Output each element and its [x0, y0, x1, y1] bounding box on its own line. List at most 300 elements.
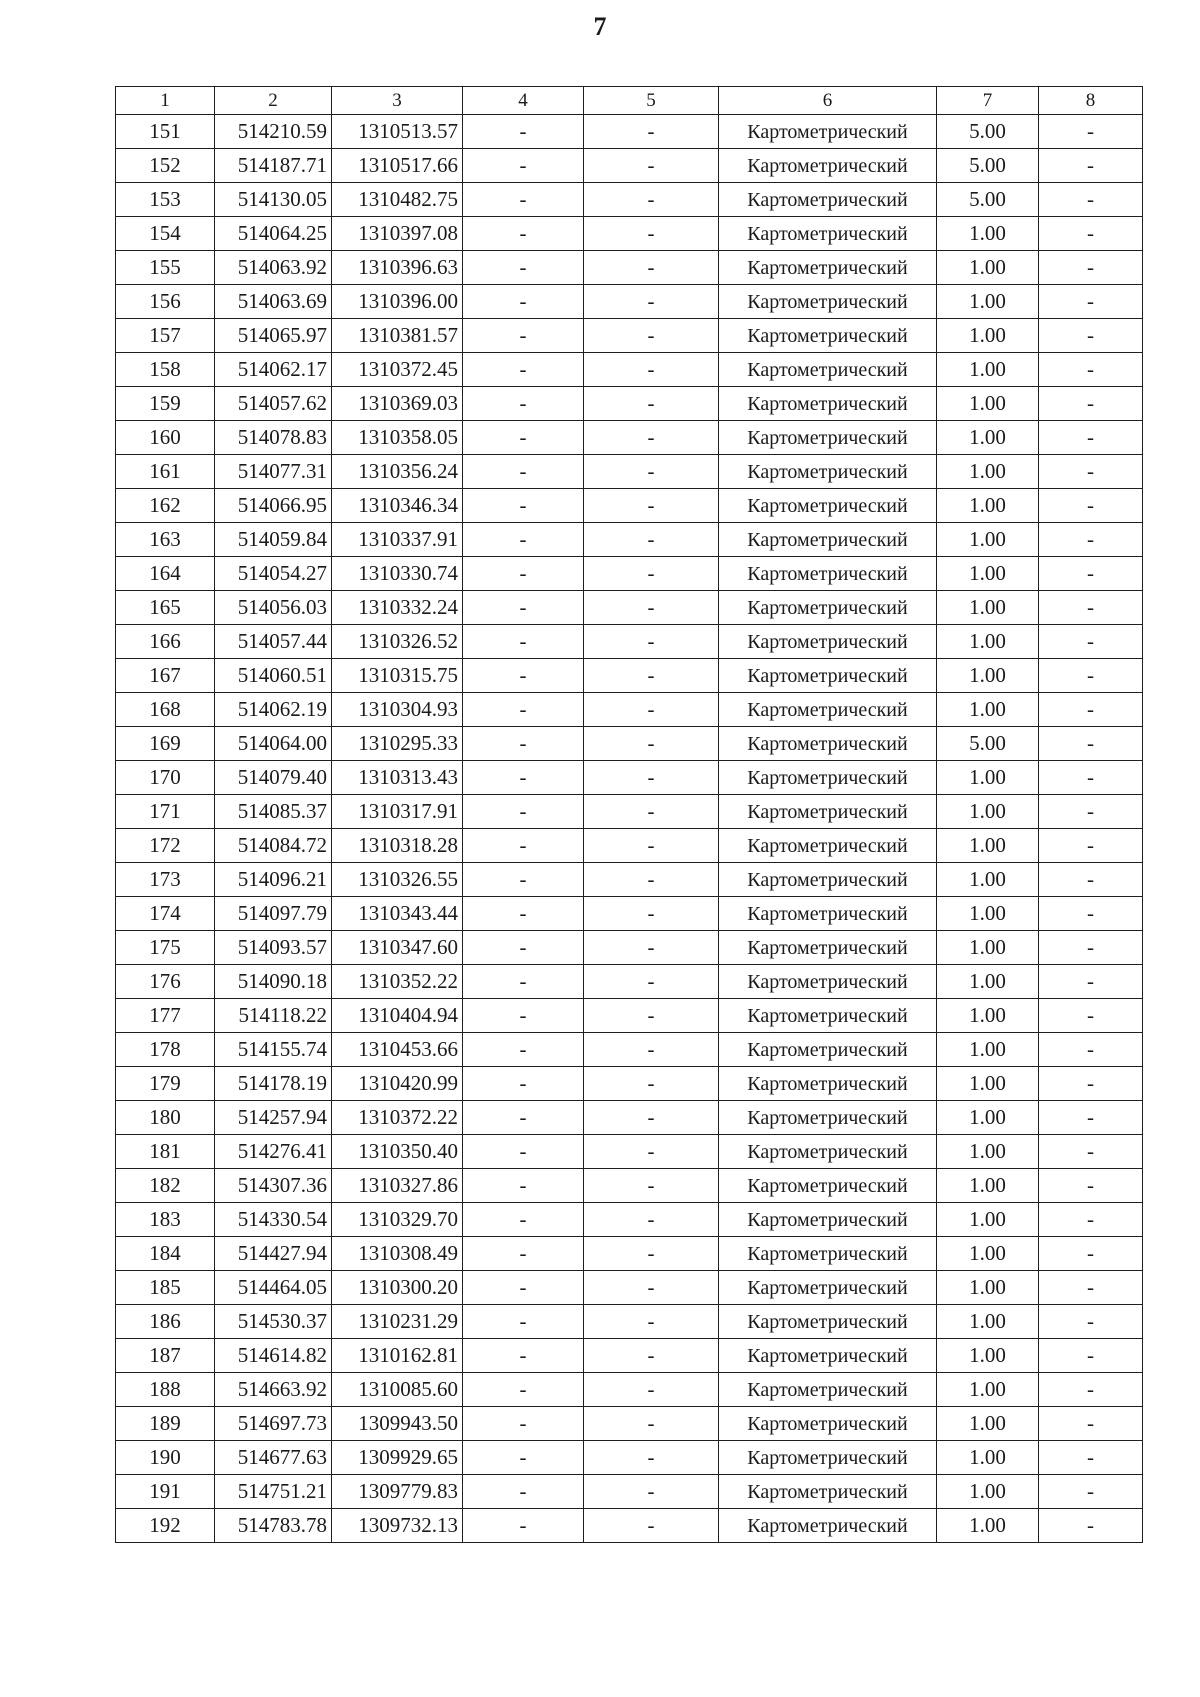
column-4-cell: - [463, 591, 584, 625]
table-row [116, 1305, 1143, 1339]
method-cell: Картометрический [719, 1203, 937, 1237]
accuracy-cell: 1.00 [937, 931, 1039, 965]
method-cell: Картометрический [719, 387, 937, 421]
column-5-cell: - [584, 727, 719, 761]
column-8-cell: - [1039, 659, 1143, 693]
accuracy-cell: 1.00 [937, 1305, 1039, 1339]
y-coordinate-cell: 1310317.91 [332, 795, 463, 829]
y-coordinate-cell: 1310358.05 [332, 421, 463, 455]
column-8-cell: - [1039, 1033, 1143, 1067]
point-number-cell: 184 [116, 1237, 215, 1271]
y-coordinate-cell: 1309779.83 [332, 1475, 463, 1509]
column-4-cell: - [463, 1067, 584, 1101]
accuracy-cell: 5.00 [937, 115, 1039, 149]
table-row [116, 1475, 1143, 1509]
x-coordinate-cell: 514062.17 [215, 353, 332, 387]
column-5-cell: - [584, 1271, 719, 1305]
point-number-cell: 176 [116, 965, 215, 999]
method-cell: Картометрический [719, 897, 937, 931]
page-number: 7 [593, 12, 607, 41]
y-coordinate-cell: 1310350.40 [332, 1135, 463, 1169]
column-5-cell: - [584, 251, 719, 285]
column-4-cell: - [463, 523, 584, 557]
x-coordinate-cell: 514783.78 [215, 1509, 332, 1543]
x-coordinate-cell: 514530.37 [215, 1305, 332, 1339]
point-number-cell: 152 [116, 149, 215, 183]
x-coordinate-cell: 514079.40 [215, 761, 332, 795]
column-8-cell: - [1039, 1135, 1143, 1169]
accuracy-cell: 1.00 [937, 591, 1039, 625]
table-row [116, 1441, 1143, 1475]
column-4-cell: - [463, 1033, 584, 1067]
column-5-cell: - [584, 625, 719, 659]
table-row [116, 829, 1143, 863]
point-number-cell: 157 [116, 319, 215, 353]
column-8-cell: - [1039, 1475, 1143, 1509]
column-5-cell: - [584, 965, 719, 999]
method-cell: Картометрический [719, 1237, 937, 1271]
y-coordinate-cell: 1309732.13 [332, 1509, 463, 1543]
method-cell: Картометрический [719, 319, 937, 353]
column-8-cell: - [1039, 1101, 1143, 1135]
column-header: 8 [1039, 87, 1143, 115]
y-coordinate-cell: 1310420.99 [332, 1067, 463, 1101]
column-5-cell: - [584, 1203, 719, 1237]
point-number-cell: 165 [116, 591, 215, 625]
x-coordinate-cell: 514078.83 [215, 421, 332, 455]
x-coordinate-cell: 514187.71 [215, 149, 332, 183]
point-number-cell: 178 [116, 1033, 215, 1067]
column-8-cell: - [1039, 625, 1143, 659]
x-coordinate-cell: 514085.37 [215, 795, 332, 829]
table-row [116, 999, 1143, 1033]
column-8-cell: - [1039, 455, 1143, 489]
accuracy-cell: 1.00 [937, 1033, 1039, 1067]
accuracy-cell: 1.00 [937, 319, 1039, 353]
y-coordinate-cell: 1310162.81 [332, 1339, 463, 1373]
y-coordinate-cell: 1310318.28 [332, 829, 463, 863]
column-4-cell: - [463, 1101, 584, 1135]
y-coordinate-cell: 1310352.22 [332, 965, 463, 999]
column-4-cell: - [463, 625, 584, 659]
point-number-cell: 160 [116, 421, 215, 455]
column-8-cell: - [1039, 489, 1143, 523]
point-number-cell: 185 [116, 1271, 215, 1305]
column-4-cell: - [463, 1135, 584, 1169]
column-5-cell: - [584, 387, 719, 421]
column-8-cell: - [1039, 183, 1143, 217]
column-5-cell: - [584, 1135, 719, 1169]
method-cell: Картометрический [719, 115, 937, 149]
accuracy-cell: 1.00 [937, 353, 1039, 387]
column-8-cell: - [1039, 251, 1143, 285]
method-cell: Картометрический [719, 455, 937, 489]
y-coordinate-cell: 1310347.60 [332, 931, 463, 965]
column-4-cell: - [463, 421, 584, 455]
column-5-cell: - [584, 557, 719, 591]
x-coordinate-cell: 514118.22 [215, 999, 332, 1033]
column-4-cell: - [463, 1441, 584, 1475]
table-row [116, 319, 1143, 353]
point-number-cell: 169 [116, 727, 215, 761]
point-number-cell: 186 [116, 1305, 215, 1339]
column-4-cell: - [463, 1509, 584, 1543]
accuracy-cell: 1.00 [937, 1101, 1039, 1135]
column-4-cell: - [463, 659, 584, 693]
column-4-cell: - [463, 1373, 584, 1407]
column-5-cell: - [584, 1339, 719, 1373]
column-8-cell: - [1039, 863, 1143, 897]
y-coordinate-cell: 1310513.57 [332, 115, 463, 149]
column-8-cell: - [1039, 931, 1143, 965]
y-coordinate-cell: 1310300.20 [332, 1271, 463, 1305]
x-coordinate-cell: 514054.27 [215, 557, 332, 591]
point-number-cell: 181 [116, 1135, 215, 1169]
table-row [116, 1033, 1143, 1067]
table-row [116, 591, 1143, 625]
x-coordinate-cell: 514064.25 [215, 217, 332, 251]
column-5-cell: - [584, 1067, 719, 1101]
point-number-cell: 174 [116, 897, 215, 931]
table-row [116, 761, 1143, 795]
method-cell: Картометрический [719, 1407, 937, 1441]
point-number-cell: 159 [116, 387, 215, 421]
y-coordinate-cell: 1310396.63 [332, 251, 463, 285]
column-header: 4 [463, 87, 584, 115]
method-cell: Картометрический [719, 1509, 937, 1543]
table-row [116, 353, 1143, 387]
column-8-cell: - [1039, 115, 1143, 149]
table-row [116, 1407, 1143, 1441]
x-coordinate-cell: 514063.69 [215, 285, 332, 319]
accuracy-cell: 1.00 [937, 693, 1039, 727]
point-number-cell: 166 [116, 625, 215, 659]
x-coordinate-cell: 514084.72 [215, 829, 332, 863]
column-8-cell: - [1039, 1169, 1143, 1203]
table-row [116, 659, 1143, 693]
y-coordinate-cell: 1310372.22 [332, 1101, 463, 1135]
method-cell: Картометрический [719, 1271, 937, 1305]
point-number-cell: 168 [116, 693, 215, 727]
point-number-cell: 154 [116, 217, 215, 251]
method-cell: Картометрический [719, 727, 937, 761]
column-5-cell: - [584, 1509, 719, 1543]
column-5-cell: - [584, 931, 719, 965]
method-cell: Картометрический [719, 1373, 937, 1407]
method-cell: Картометрический [719, 659, 937, 693]
y-coordinate-cell: 1310346.34 [332, 489, 463, 523]
column-8-cell: - [1039, 149, 1143, 183]
column-5-cell: - [584, 761, 719, 795]
x-coordinate-cell: 514056.03 [215, 591, 332, 625]
accuracy-cell: 1.00 [937, 1339, 1039, 1373]
column-5-cell: - [584, 591, 719, 625]
x-coordinate-cell: 514330.54 [215, 1203, 332, 1237]
point-number-cell: 173 [116, 863, 215, 897]
accuracy-cell: 1.00 [937, 455, 1039, 489]
x-coordinate-cell: 514077.31 [215, 455, 332, 489]
x-coordinate-cell: 514090.18 [215, 965, 332, 999]
y-coordinate-cell: 1310085.60 [332, 1373, 463, 1407]
column-8-cell: - [1039, 829, 1143, 863]
table-row [116, 625, 1143, 659]
accuracy-cell: 5.00 [937, 183, 1039, 217]
table-row [116, 557, 1143, 591]
table-row [116, 523, 1143, 557]
column-5-cell: - [584, 897, 719, 931]
point-number-cell: 158 [116, 353, 215, 387]
coordinates-table [115, 86, 1143, 1543]
column-5-cell: - [584, 1441, 719, 1475]
x-coordinate-cell: 514307.36 [215, 1169, 332, 1203]
table-row [116, 931, 1143, 965]
table-row [116, 1203, 1143, 1237]
y-coordinate-cell: 1310453.66 [332, 1033, 463, 1067]
y-coordinate-cell: 1310381.57 [332, 319, 463, 353]
point-number-cell: 183 [116, 1203, 215, 1237]
column-4-cell: - [463, 285, 584, 319]
point-number-cell: 162 [116, 489, 215, 523]
table-row [116, 1271, 1143, 1305]
column-4-cell: - [463, 999, 584, 1033]
accuracy-cell: 1.00 [937, 897, 1039, 931]
column-4-cell: - [463, 727, 584, 761]
column-8-cell: - [1039, 1339, 1143, 1373]
column-4-cell: - [463, 931, 584, 965]
table-row [116, 1339, 1143, 1373]
column-8-cell: - [1039, 1237, 1143, 1271]
method-cell: Картометрический [719, 353, 937, 387]
y-coordinate-cell: 1310329.70 [332, 1203, 463, 1237]
accuracy-cell: 1.00 [937, 285, 1039, 319]
table-row [116, 149, 1143, 183]
y-coordinate-cell: 1310369.03 [332, 387, 463, 421]
method-cell: Картометрический [719, 965, 937, 999]
column-5-cell: - [584, 319, 719, 353]
table-row [116, 863, 1143, 897]
table-row [116, 693, 1143, 727]
accuracy-cell: 1.00 [937, 251, 1039, 285]
accuracy-cell: 1.00 [937, 557, 1039, 591]
column-8-cell: - [1039, 897, 1143, 931]
column-4-cell: - [463, 1169, 584, 1203]
method-cell: Картометрический [719, 217, 937, 251]
column-4-cell: - [463, 863, 584, 897]
accuracy-cell: 1.00 [937, 1271, 1039, 1305]
x-coordinate-cell: 514178.19 [215, 1067, 332, 1101]
table-row [116, 285, 1143, 319]
column-8-cell: - [1039, 387, 1143, 421]
y-coordinate-cell: 1310330.74 [332, 557, 463, 591]
column-4-cell: - [463, 1305, 584, 1339]
y-coordinate-cell: 1309943.50 [332, 1407, 463, 1441]
table-row [116, 795, 1143, 829]
column-5-cell: - [584, 183, 719, 217]
column-4-cell: - [463, 557, 584, 591]
column-4-cell: - [463, 1475, 584, 1509]
column-8-cell: - [1039, 727, 1143, 761]
accuracy-cell: 1.00 [937, 795, 1039, 829]
point-number-cell: 179 [116, 1067, 215, 1101]
column-5-cell: - [584, 1033, 719, 1067]
accuracy-cell: 1.00 [937, 863, 1039, 897]
method-cell: Картометрический [719, 1101, 937, 1135]
column-5-cell: - [584, 217, 719, 251]
column-4-cell: - [463, 693, 584, 727]
column-5-cell: - [584, 1305, 719, 1339]
accuracy-cell: 1.00 [937, 1067, 1039, 1101]
column-5-cell: - [584, 1169, 719, 1203]
x-coordinate-cell: 514751.21 [215, 1475, 332, 1509]
y-coordinate-cell: 1310231.29 [332, 1305, 463, 1339]
point-number-cell: 171 [116, 795, 215, 829]
accuracy-cell: 1.00 [937, 421, 1039, 455]
point-number-cell: 163 [116, 523, 215, 557]
column-4-cell: - [463, 1203, 584, 1237]
x-coordinate-cell: 514060.51 [215, 659, 332, 693]
accuracy-cell: 1.00 [937, 659, 1039, 693]
point-number-cell: 175 [116, 931, 215, 965]
column-header: 5 [584, 87, 719, 115]
y-coordinate-cell: 1310356.24 [332, 455, 463, 489]
accuracy-cell: 1.00 [937, 387, 1039, 421]
x-coordinate-cell: 514427.94 [215, 1237, 332, 1271]
method-cell: Картометрический [719, 489, 937, 523]
column-5-cell: - [584, 693, 719, 727]
table-row [116, 217, 1143, 251]
x-coordinate-cell: 514210.59 [215, 115, 332, 149]
method-cell: Картометрический [719, 1305, 937, 1339]
column-8-cell: - [1039, 1509, 1143, 1543]
column-5-cell: - [584, 421, 719, 455]
y-coordinate-cell: 1310308.49 [332, 1237, 463, 1271]
column-8-cell: - [1039, 761, 1143, 795]
accuracy-cell: 5.00 [937, 727, 1039, 761]
column-5-cell: - [584, 353, 719, 387]
x-coordinate-cell: 514062.19 [215, 693, 332, 727]
method-cell: Картометрический [719, 795, 937, 829]
point-number-cell: 190 [116, 1441, 215, 1475]
y-coordinate-cell: 1310343.44 [332, 897, 463, 931]
x-coordinate-cell: 514097.79 [215, 897, 332, 931]
column-5-cell: - [584, 863, 719, 897]
column-8-cell: - [1039, 523, 1143, 557]
column-4-cell: - [463, 217, 584, 251]
table-row [116, 1135, 1143, 1169]
column-4-cell: - [463, 795, 584, 829]
table-row [116, 727, 1143, 761]
x-coordinate-cell: 514057.62 [215, 387, 332, 421]
point-number-cell: 188 [116, 1373, 215, 1407]
y-coordinate-cell: 1310295.33 [332, 727, 463, 761]
accuracy-cell: 1.00 [937, 965, 1039, 999]
x-coordinate-cell: 514130.05 [215, 183, 332, 217]
method-cell: Картометрический [719, 251, 937, 285]
accuracy-cell: 1.00 [937, 217, 1039, 251]
column-4-cell: - [463, 251, 584, 285]
y-coordinate-cell: 1310404.94 [332, 999, 463, 1033]
table-row [116, 1237, 1143, 1271]
column-8-cell: - [1039, 693, 1143, 727]
accuracy-cell: 1.00 [937, 999, 1039, 1033]
x-coordinate-cell: 514677.63 [215, 1441, 332, 1475]
column-4-cell: - [463, 489, 584, 523]
x-coordinate-cell: 514065.97 [215, 319, 332, 353]
x-coordinate-cell: 514093.57 [215, 931, 332, 965]
method-cell: Картометрический [719, 1067, 937, 1101]
method-cell: Картометрический [719, 591, 937, 625]
method-cell: Картометрический [719, 557, 937, 591]
column-4-cell: - [463, 829, 584, 863]
column-5-cell: - [584, 115, 719, 149]
point-number-cell: 151 [116, 115, 215, 149]
column-8-cell: - [1039, 353, 1143, 387]
column-8-cell: - [1039, 1407, 1143, 1441]
column-5-cell: - [584, 523, 719, 557]
accuracy-cell: 1.00 [937, 1203, 1039, 1237]
accuracy-cell: 1.00 [937, 1441, 1039, 1475]
accuracy-cell: 1.00 [937, 1475, 1039, 1509]
y-coordinate-cell: 1310517.66 [332, 149, 463, 183]
column-4-cell: - [463, 149, 584, 183]
method-cell: Картометрический [719, 183, 937, 217]
y-coordinate-cell: 1310482.75 [332, 183, 463, 217]
column-header: 6 [719, 87, 937, 115]
point-number-cell: 189 [116, 1407, 215, 1441]
column-5-cell: - [584, 659, 719, 693]
method-cell: Картометрический [719, 1441, 937, 1475]
column-5-cell: - [584, 1407, 719, 1441]
point-number-cell: 156 [116, 285, 215, 319]
x-coordinate-cell: 514059.84 [215, 523, 332, 557]
accuracy-cell: 5.00 [937, 149, 1039, 183]
column-8-cell: - [1039, 1441, 1143, 1475]
table-row [116, 489, 1143, 523]
column-5-cell: - [584, 285, 719, 319]
x-coordinate-cell: 514063.92 [215, 251, 332, 285]
column-4-cell: - [463, 1339, 584, 1373]
column-4-cell: - [463, 115, 584, 149]
method-cell: Картометрический [719, 149, 937, 183]
column-8-cell: - [1039, 319, 1143, 353]
table-row [116, 1067, 1143, 1101]
column-5-cell: - [584, 1373, 719, 1407]
y-coordinate-cell: 1310397.08 [332, 217, 463, 251]
column-4-cell: - [463, 897, 584, 931]
column-8-cell: - [1039, 795, 1143, 829]
column-8-cell: - [1039, 999, 1143, 1033]
accuracy-cell: 1.00 [937, 1407, 1039, 1441]
point-number-cell: 182 [116, 1169, 215, 1203]
table-row [116, 455, 1143, 489]
column-4-cell: - [463, 353, 584, 387]
accuracy-cell: 1.00 [937, 1135, 1039, 1169]
column-5-cell: - [584, 1237, 719, 1271]
column-5-cell: - [584, 829, 719, 863]
y-coordinate-cell: 1310332.24 [332, 591, 463, 625]
y-coordinate-cell: 1310327.86 [332, 1169, 463, 1203]
method-cell: Картометрический [719, 761, 937, 795]
table-body [116, 115, 1143, 1543]
column-5-cell: - [584, 1101, 719, 1135]
x-coordinate-cell: 514257.94 [215, 1101, 332, 1135]
point-number-cell: 172 [116, 829, 215, 863]
column-header: 2 [215, 87, 332, 115]
x-coordinate-cell: 514155.74 [215, 1033, 332, 1067]
method-cell: Картометрический [719, 421, 937, 455]
y-coordinate-cell: 1310326.52 [332, 625, 463, 659]
accuracy-cell: 1.00 [937, 829, 1039, 863]
